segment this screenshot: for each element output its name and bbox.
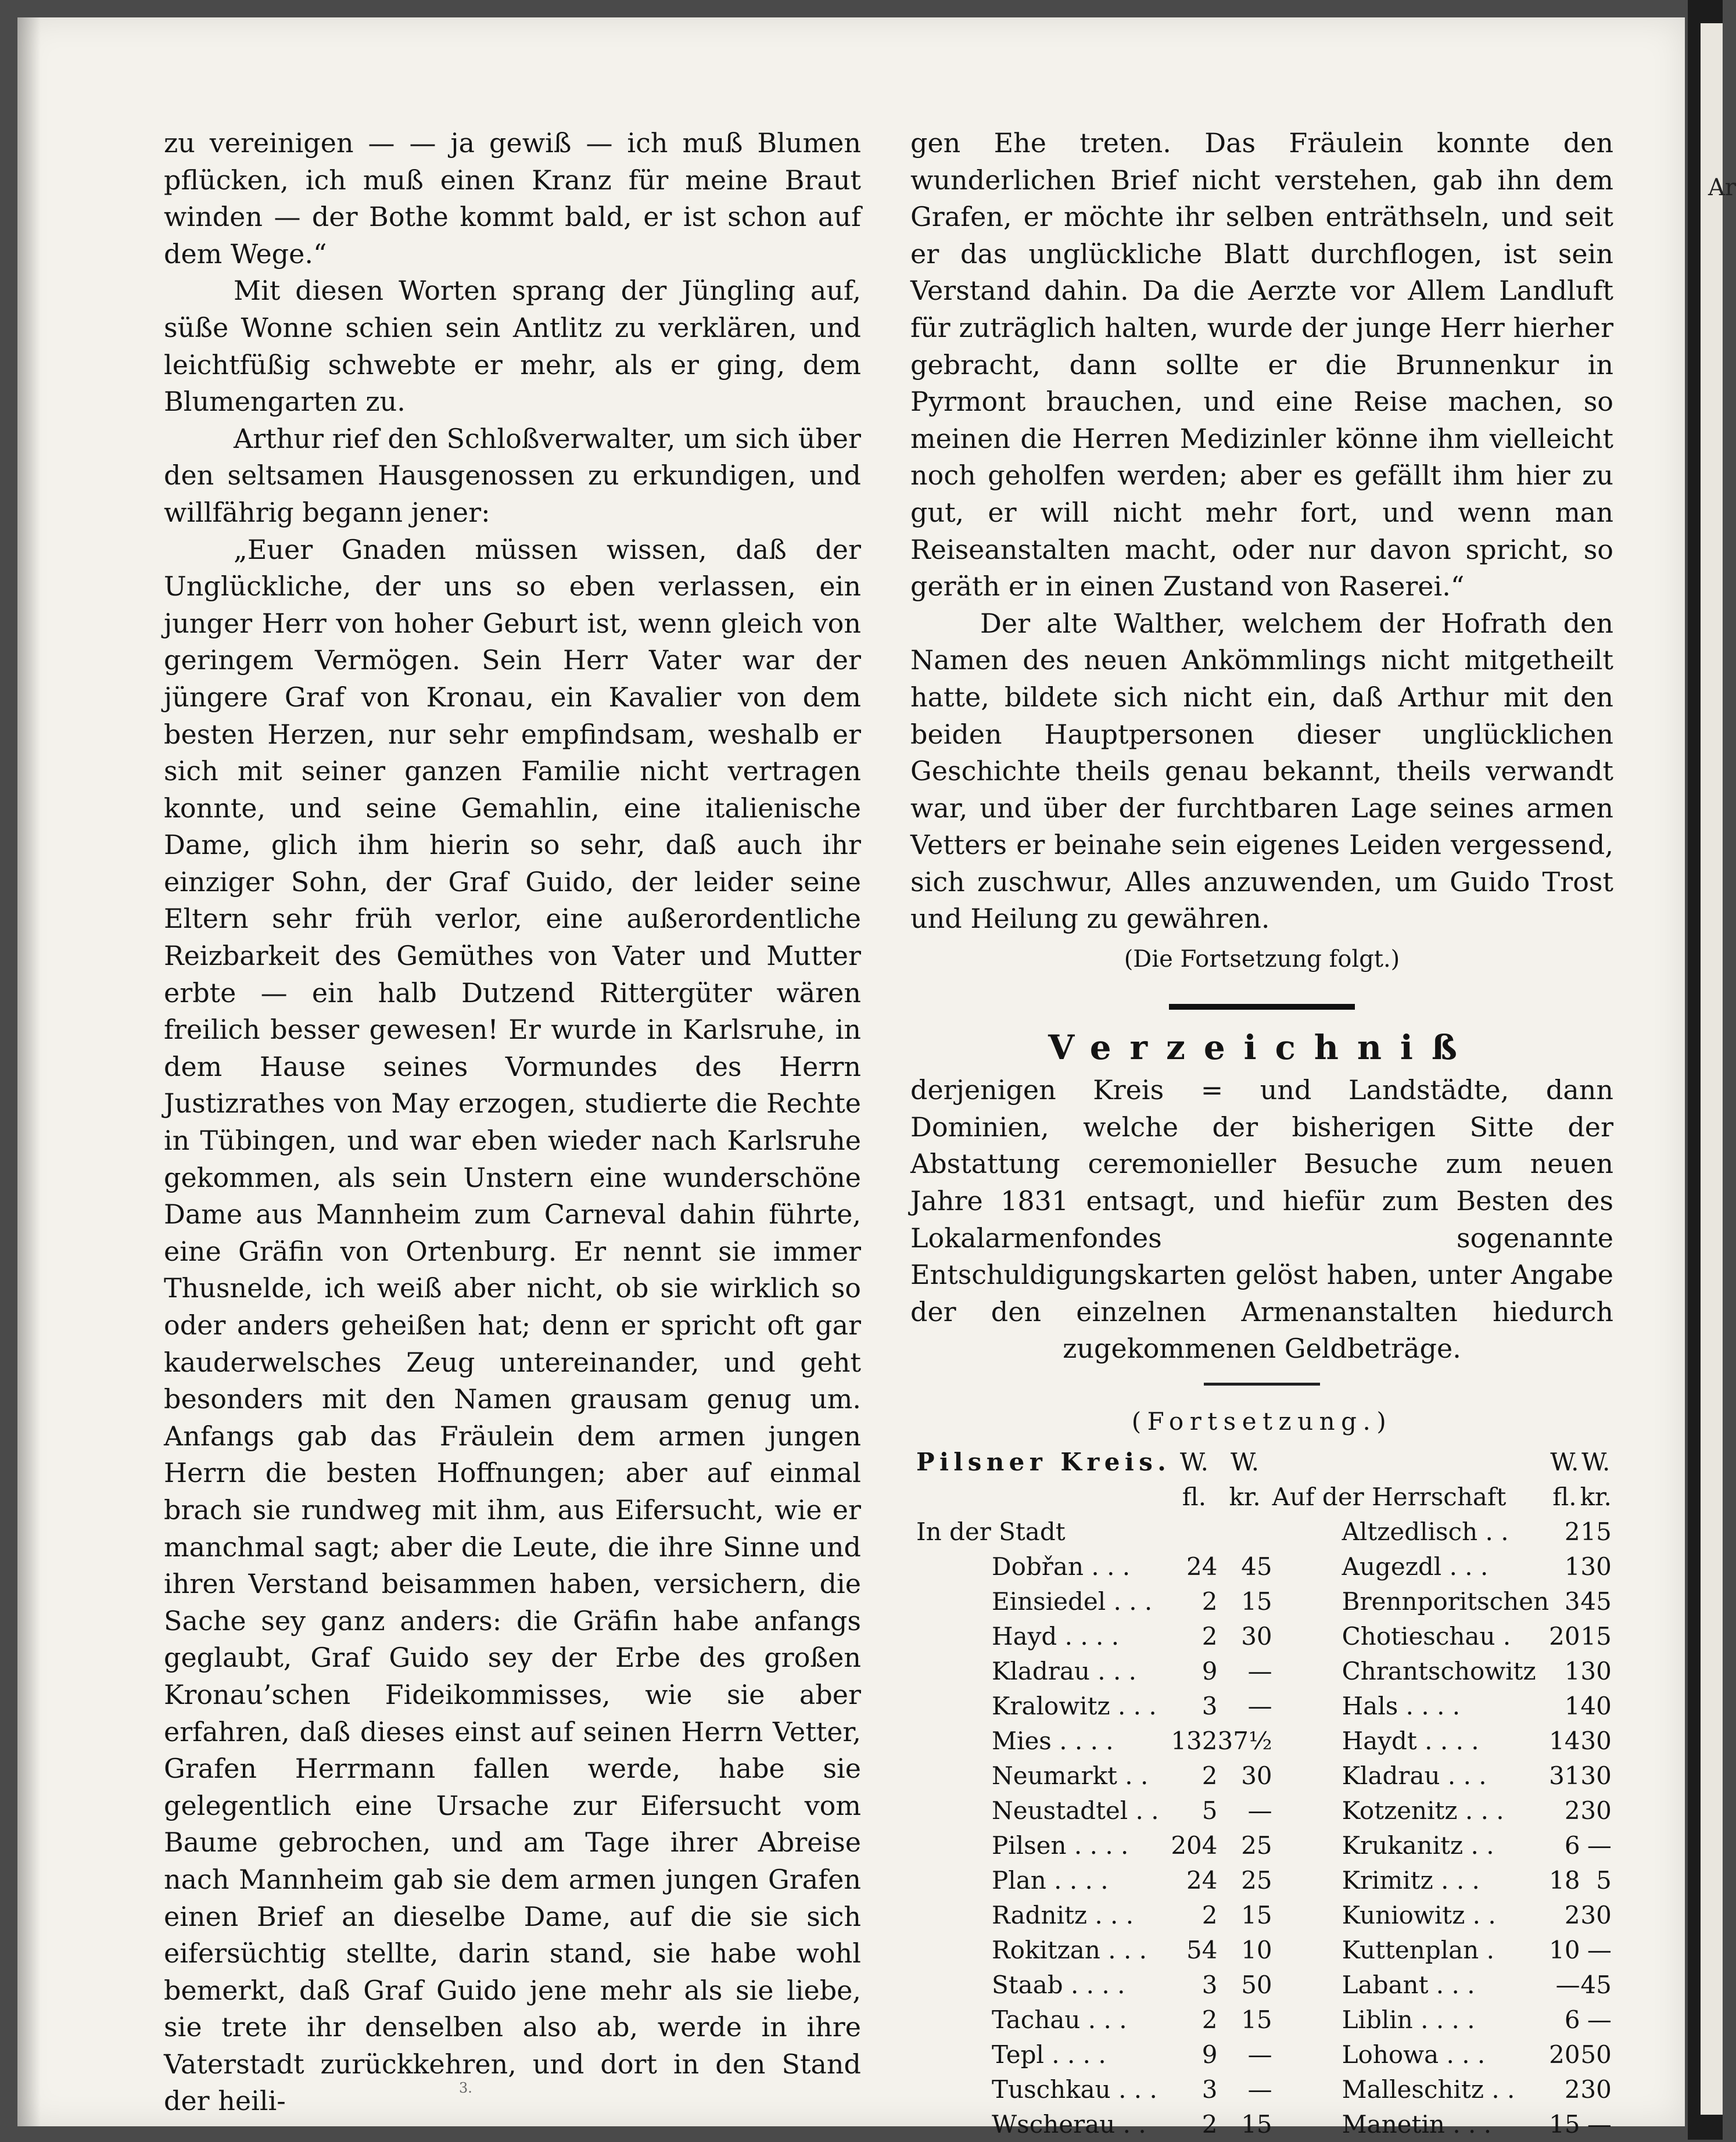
- amount-fl: 2: [1564, 1796, 1580, 1825]
- town-name: Rokitzan . . .: [992, 1935, 1147, 1964]
- table-row: [916, 1968, 1612, 2003]
- amount-kr: 25: [1241, 1831, 1272, 1860]
- amount-fl: 5: [1201, 1796, 1218, 1825]
- amount-kr: 30: [1580, 1656, 1612, 1685]
- amount-kr: 50: [1241, 1970, 1272, 1999]
- table-continuation-label: (Fortsetzung.): [1131, 1407, 1393, 1436]
- estate-name: Kuttenplan .: [1342, 1935, 1494, 1964]
- table-row: [916, 1549, 1612, 1584]
- estate-name: Augezdl . . .: [1342, 1552, 1488, 1581]
- paragraph: Der alte Walther, welchem der Hofrath den Namen des neuen Ankömmlings nicht mitgetheilt hatte, bildete sich nicht ein, daß Arthur mit den beiden Hauptpersonen dieser unglücklichen Geschichte theils genau bekannt, theils verwandt war, und über der furchtbaren Lage seines armen Vetters er beinahe sein eigenes Leiden vergessend, sich zuschwur, Alles anzuwenden, um Guido Trost und Heilung zu gewähren.: [910, 607, 1613, 935]
- amount-kr: 15: [1241, 1587, 1272, 1616]
- table-row: [916, 2072, 1612, 2107]
- amount-fl: 9: [1201, 1656, 1218, 1685]
- estate-name: Krimitz . . .: [1342, 1865, 1480, 1895]
- amount-fl: 2: [1201, 1587, 1218, 1616]
- estate-name: Kotzenitz . . .: [1342, 1796, 1504, 1825]
- amount-fl: 20: [1549, 2040, 1580, 2069]
- table-row: [916, 1933, 1612, 1968]
- town-name: Tuschkau . . .: [992, 2075, 1157, 2104]
- town-name: Hayd . . . .: [992, 1621, 1120, 1651]
- amount-fl: 24: [1186, 1865, 1218, 1895]
- currency-header: W.: [1230, 1447, 1260, 1476]
- amount-kr: 30: [1241, 1761, 1272, 1790]
- table-row: [916, 1863, 1612, 1898]
- amount-kr: 30: [1580, 1761, 1612, 1790]
- continuation-note: (Die Fortsetzung folgt.): [1124, 946, 1400, 973]
- amount-fl: 204: [1171, 1831, 1218, 1860]
- amount-kr: 30: [1580, 2075, 1612, 2104]
- town-name: Plan . . . .: [992, 1865, 1109, 1895]
- currency-header: W.: [1550, 1447, 1579, 1476]
- group-label-herrschaft: Auf der Herrschaft: [1272, 1482, 1507, 1511]
- adjacent-page-strip: [1688, 0, 1723, 2140]
- table-row: [916, 1724, 1612, 1759]
- table-row: [916, 1793, 1612, 1828]
- amount-fl: 2: [1201, 1900, 1218, 1929]
- amount-kr: 10: [1241, 1935, 1272, 1964]
- estate-name: Manetin . . .: [1342, 2109, 1492, 2139]
- unit-header-fl: fl.: [1182, 1482, 1207, 1511]
- group-label-stadt: In der Stadt: [916, 1517, 1066, 1546]
- table-unit-row: [916, 1480, 1612, 1515]
- amount-kr: —: [1247, 1656, 1272, 1685]
- paragraph: Arthur rief den Schloßverwalter, um sich über den seltsamen Hausgenossen zu erkundigen, und willfährig begann jener:: [164, 422, 861, 528]
- amount-kr: 30: [1580, 1552, 1612, 1581]
- town-name: Staab . . . .: [992, 1970, 1125, 1999]
- paragraph: gen Ehe treten. Das Fräulein konnte den wunderlichen Brief nicht verstehen, gab ihn dem Grafen, er möchte ihr selben enträthseln, und seit er das unglückliche Blatt durchflogen, ist sein Verstand dahin. Da die Aerzte vor Allem Landluft für zuträglich halten, wurde der junge Herr hierher gebracht, dann sollte er die Brunnenkur in Pyrmont brauchen, und eine Reise machen, so meinen die Herren Medizinler könne ihm vielleicht noch geholfen werden; aber es gefällt ihm hier zu gut, er will nicht mehr fort, und wenn man Reiseanstalten macht, oder nur davon spricht, so geräth er in einen Zustand von Raserei.“: [910, 127, 1613, 602]
- amount-kr: 15: [1580, 1517, 1612, 1546]
- amount-kr: 30: [1580, 1796, 1612, 1825]
- table-row: [916, 2037, 1612, 2072]
- amount-kr: —: [1247, 2040, 1272, 2069]
- table-row: [916, 1515, 1612, 1549]
- amount-fl: 1: [1564, 1552, 1580, 1581]
- estate-name: Haydt . . . .: [1342, 1726, 1479, 1755]
- amount-fl: 24: [1186, 1552, 1218, 1581]
- amount-fl: 14: [1549, 1726, 1580, 1755]
- town-name: Dobřan . . .: [992, 1552, 1131, 1581]
- section-divider: [1169, 1004, 1355, 1010]
- amount-fl: 20: [1549, 1621, 1580, 1651]
- amount-fl: 3: [1564, 1587, 1580, 1616]
- amount-kr: —: [1587, 2109, 1612, 2139]
- town-name: Kladrau . . .: [992, 1656, 1137, 1685]
- town-name: Wscherau . .: [992, 2109, 1146, 2139]
- amount-kr: 45: [1580, 1970, 1612, 1999]
- amount-fl: 3: [1201, 2075, 1218, 2104]
- amount-kr: 15: [1241, 1900, 1272, 1929]
- unit-header-kr: kr.: [1229, 1482, 1261, 1511]
- amount-fl: —: [1555, 1970, 1580, 1999]
- amount-fl: 2: [1564, 1900, 1580, 1929]
- amount-kr: 45: [1580, 1587, 1612, 1616]
- amount-fl: 2: [1201, 1761, 1218, 1790]
- amount-fl: 2: [1201, 1621, 1218, 1651]
- amount-kr: 5: [1596, 1865, 1612, 1895]
- estate-name: Krukanitz . .: [1342, 1831, 1494, 1860]
- table-header-row: [916, 1445, 1612, 1480]
- table-row: [916, 2107, 1612, 2142]
- empty-cell: [1171, 1515, 1217, 1549]
- amount-kr: 15: [1241, 2109, 1272, 2139]
- amount-kr: 15: [1241, 2005, 1272, 2034]
- town-name: Mies . . . .: [992, 1726, 1114, 1755]
- amount-fl: 2: [1564, 2075, 1580, 2104]
- estate-name: Lohowa . . .: [1342, 2040, 1486, 2069]
- town-name: Radnitz . . .: [992, 1900, 1134, 1929]
- amount-fl: 1: [1564, 1656, 1580, 1685]
- donation-table: [916, 1445, 1612, 2142]
- amount-kr: —: [1247, 1691, 1272, 1720]
- amount-kr: —: [1587, 1935, 1612, 1964]
- unit-header-kr: kr.: [1580, 1482, 1612, 1511]
- amount-kr: 25: [1241, 1865, 1272, 1895]
- estate-name: Kuniowitz . .: [1342, 1900, 1496, 1929]
- amount-kr: 50: [1580, 2040, 1612, 2069]
- amount-fl: 1: [1564, 1691, 1580, 1720]
- amount-kr: —: [1587, 1831, 1612, 1860]
- amount-fl: 3: [1201, 1691, 1218, 1720]
- amount-kr: —: [1247, 2075, 1272, 2104]
- amount-fl: 31: [1549, 1761, 1580, 1790]
- currency-header: W.: [1581, 1447, 1611, 1476]
- district-label: Pilsner Kreis.: [916, 1447, 1171, 1476]
- table-row: [916, 1759, 1612, 1793]
- estate-name: Chrantschowitz: [1342, 1656, 1536, 1685]
- estate-name: Labant . . .: [1342, 1970, 1475, 1999]
- town-name: Neustadtel . .: [992, 1796, 1159, 1825]
- amount-fl: 3: [1201, 1970, 1218, 1999]
- town-name: Tachau . . .: [992, 2005, 1127, 2034]
- amount-kr: —: [1247, 1796, 1272, 1825]
- town-name: Pilsen . . . .: [992, 1831, 1129, 1860]
- paragraph: Mit diesen Worten sprang der Jüngling auf, süße Wonne schien sein Antlitz zu verklären, und leichtfüßig schwebte er mehr, als er ging, dem Blumengarten zu.: [164, 275, 861, 418]
- estate-name: Hals . . . .: [1342, 1691, 1461, 1720]
- amount-fl: 2: [1201, 2109, 1218, 2139]
- table-row: [916, 1619, 1612, 1654]
- adjacent-page-edge: [1701, 23, 1723, 2115]
- table-row: [916, 1689, 1612, 1724]
- amount-kr: —: [1587, 2005, 1612, 2034]
- amount-fl: 2: [1201, 2005, 1218, 2034]
- amount-fl: 54: [1186, 1935, 1218, 1964]
- town-name: Tepl . . . .: [992, 2040, 1106, 2069]
- town-name: Kralowitz . . .: [992, 1691, 1157, 1720]
- estate-name: Kladrau . . .: [1342, 1761, 1487, 1790]
- paragraph: zu vereinigen — — ja gewiß — ich muß Blumen pflücken, ich muß einen Kranz für meine Braut winden — der Bothe kommt bald, er ist schon auf dem Wege.“: [164, 127, 861, 270]
- amount-fl: 2: [1564, 1517, 1580, 1546]
- amount-kr: 30: [1241, 1621, 1272, 1651]
- estate-name: Altzedlisch . .: [1342, 1517, 1509, 1546]
- amount-fl: 18: [1549, 1865, 1580, 1895]
- estate-name: Liblin . . . .: [1342, 2005, 1475, 2034]
- amount-fl: 15: [1549, 2109, 1580, 2139]
- amount-fl: 6: [1564, 1831, 1580, 1860]
- estate-name: Chotieschau .: [1342, 1621, 1511, 1651]
- table-row: [916, 1898, 1612, 1933]
- table-divider: [1204, 1383, 1320, 1386]
- adjacent-page-text-fragment: Ar: [1708, 174, 1736, 201]
- amount-kr: 30: [1580, 1726, 1612, 1755]
- paragraph: „Euer Gnaden müssen wissen, daß der Unglückliche, der uns so eben verlassen, ein junger Herr von hoher Geburt ist, wenn gleich von geringem Vermögen. Sein Herr Vater war der jüngere Graf von Kronau, ein Kavalier von dem besten Herzen, nur sehr empfindsam, weshalb er sich mit seiner ganzen Familie nicht vertragen konnte, und seine Gemahlin, eine italienische Dame, glich ihm hierin so sehr, daß auch ihr einziger Sohn, der Graf Guido, der leider seine Eltern sehr früh verlor, eine außerordentliche Reizbarkeit des Gemüthes von Vater und Mutter erbte — ein halb Dutzend Rittergüter wären freilich besser gewesen! Er wurde in Karlsruhe, in dem Hause seines Vormundes des Herrn Justizrathes von May erzogen, studierte die Rechte in Tübingen, und war eben wieder nach Karlsruhe gekommen, als sein Unstern eine wunderschöne Dame aus Mannheim zum Carneval dahin führte, eine Gräfin von Ortenburg. Er nennt sie immer Thusnelde, ich weiß aber nicht, ob sie wirklich so oder anders geheißen hat; denn er spricht oft gar kauderwelsches Zeug untereinander, und geht besonders mit den Namen grausam genug um. Anfangs gab das Fräulein dem armen jungen Herrn die besten Hoffnungen; aber auf einmal brach sie rundweg mit ihm, aus Eifersucht, wie er manchmal sagt; aber die Leute, die ihre Sinne und ihren Verstand beisammen haben, versichern, die Sache sey ganz anders: die Gräfin habe anfangs geglaubt, Graf Guido sey der Erbe des großen Kronau’schen Fideikommisses, wie sie aber erfahren, daß dieses einst auf seinen Herrn Vetter, Grafen Herrmann fallen werde, habe sie gelegentlich eine Ursache zur Eifersucht vom Baume gebrochen, und am Tage ihrer Abreise nach Mannheim gab sie dem armen jungen Grafen einen Brief an dieselbe Dame, auf die sie sich eifersüchtig stellte, darin stand, sie habe wohl bemerkt, daß Graf Guido jene mehr als sie liebe, sie trete ihr denselben also ab, werde in ihre Vaterstadt zurückkehren, und dort in den Stand der heili-: [164, 533, 861, 2117]
- table-row: [916, 1828, 1612, 1863]
- page-mark: 3.: [459, 2080, 472, 2096]
- amount-fl: 6: [1564, 2005, 1580, 2034]
- amount-kr: 45: [1241, 1552, 1272, 1581]
- section-intro: derjenigen Kreis = und Landstädte, dann Dominien, welche der bisherigen Sitte der Abstattung ceremonieller Besuche zum neuen Jahre 1831 entsagt, und hiefür zum Besten des Lokalarmenfondes sogenannte Entschuldigungskarten gelöst haben, unter Angabe der den einzelnen Armenanstalten hiedurch zugekommenen Geldbeträge.: [910, 1074, 1613, 1365]
- amount-fl: 9: [1201, 2040, 1218, 2069]
- table-row: [916, 1584, 1612, 1619]
- unit-header-fl: fl.: [1552, 1482, 1577, 1511]
- estate-name: Malleschitz . .: [1342, 2075, 1515, 2104]
- amount-fl: 10: [1549, 1935, 1580, 1964]
- town-name: Einsiedel . . .: [992, 1587, 1153, 1616]
- donation-table-body: [916, 1445, 1612, 2142]
- amount-kr: 30: [1580, 1900, 1612, 1929]
- empty-cell: [1218, 1515, 1272, 1549]
- section-heading: Verzeichniß: [1048, 1027, 1476, 1067]
- table-row: [916, 1654, 1612, 1689]
- amount-kr: 15: [1580, 1621, 1612, 1651]
- town-name: Neumarkt . .: [992, 1761, 1149, 1790]
- currency-header: W.: [1179, 1447, 1208, 1476]
- amount-kr: 40: [1580, 1691, 1612, 1720]
- amount-kr: 37½: [1217, 1726, 1272, 1755]
- amount-fl: 132: [1171, 1726, 1218, 1755]
- left-text-column: [164, 125, 861, 2120]
- estate-name: Brennporitschen: [1342, 1587, 1550, 1616]
- page-binding-shadow: [17, 17, 41, 2126]
- table-row: [916, 2003, 1612, 2037]
- right-text-column: [910, 125, 1613, 2142]
